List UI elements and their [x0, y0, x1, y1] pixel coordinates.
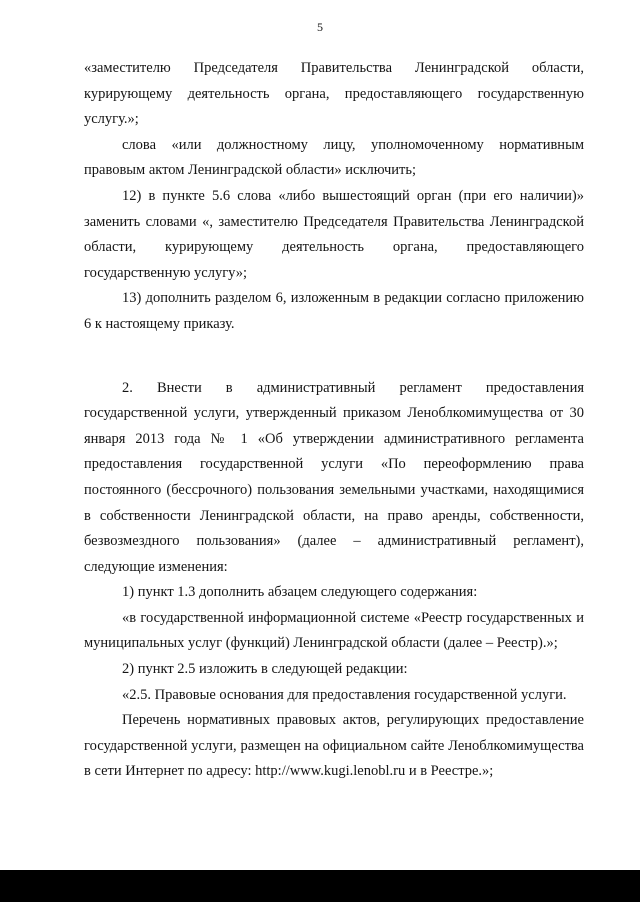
paragraph-7: «в государственной информационной системе «Реестр государственных и муниципальных услуг (функций) Ленинградской области (далее – Реестр).»; [84, 609, 584, 652]
paragraph-spacer [84, 338, 584, 376]
document-body [84, 56, 584, 785]
paragraph-5: 2. Внести в административный регламент предоставления государственной услуги, утвержденный приказом Леноблкомимущества от 30 января 2013 года № 1 «Об утверждении административного регламента предоставления государственной услуги «По переоформлению права постоянного (бессрочного) пользования земельными участками, находящимися в собственности Ленинградской области, на право аренды, собственности, безвозмездного пользования» (далее – административный регламент), следующие изменения: [84, 379, 584, 575]
paragraph-8: 2) пункт 2.5 изложить в следующей редакции: [122, 661, 408, 678]
paragraph-3: 12) в пункте 5.6 слова «либо вышестоящий орган (при его наличии)» заменить словами «, заместителю Председателя Правительства Ленинградской области, курирующему деятельность органа, предоставляющего государственную услугу»; [84, 187, 584, 281]
paragraph-1: «заместителю Председателя Правительства Ленинградской области, курирующему деятельность органа, предоставляющего государственную услугу.»; [84, 60, 584, 128]
paragraph-2: слова «или должностному лицу, уполномоченному нормативным правовым актом Ленинградской области» исключить; [84, 136, 584, 179]
page-number: 5 [317, 20, 323, 34]
scan-border-bottom [0, 870, 640, 902]
paragraph-4: 13) дополнить разделом 6, изложенным в редакции согласно приложению 6 к настоящему приказу. [84, 290, 584, 332]
paragraph-9: «2.5. Правовые основания для предоставления государственной услуги. [122, 686, 567, 703]
paragraph-6: 1) пункт 1.3 дополнить абзацем следующего содержания: [122, 584, 478, 601]
paragraph-10: Перечень нормативных правовых актов, регулирующих предоставление государственной услуги, размещен на официальном сайте Леноблкомимущества в сети Интернет по адресу: http://www.kugi.lenobl.ru и в Реестре.»; [84, 712, 584, 780]
